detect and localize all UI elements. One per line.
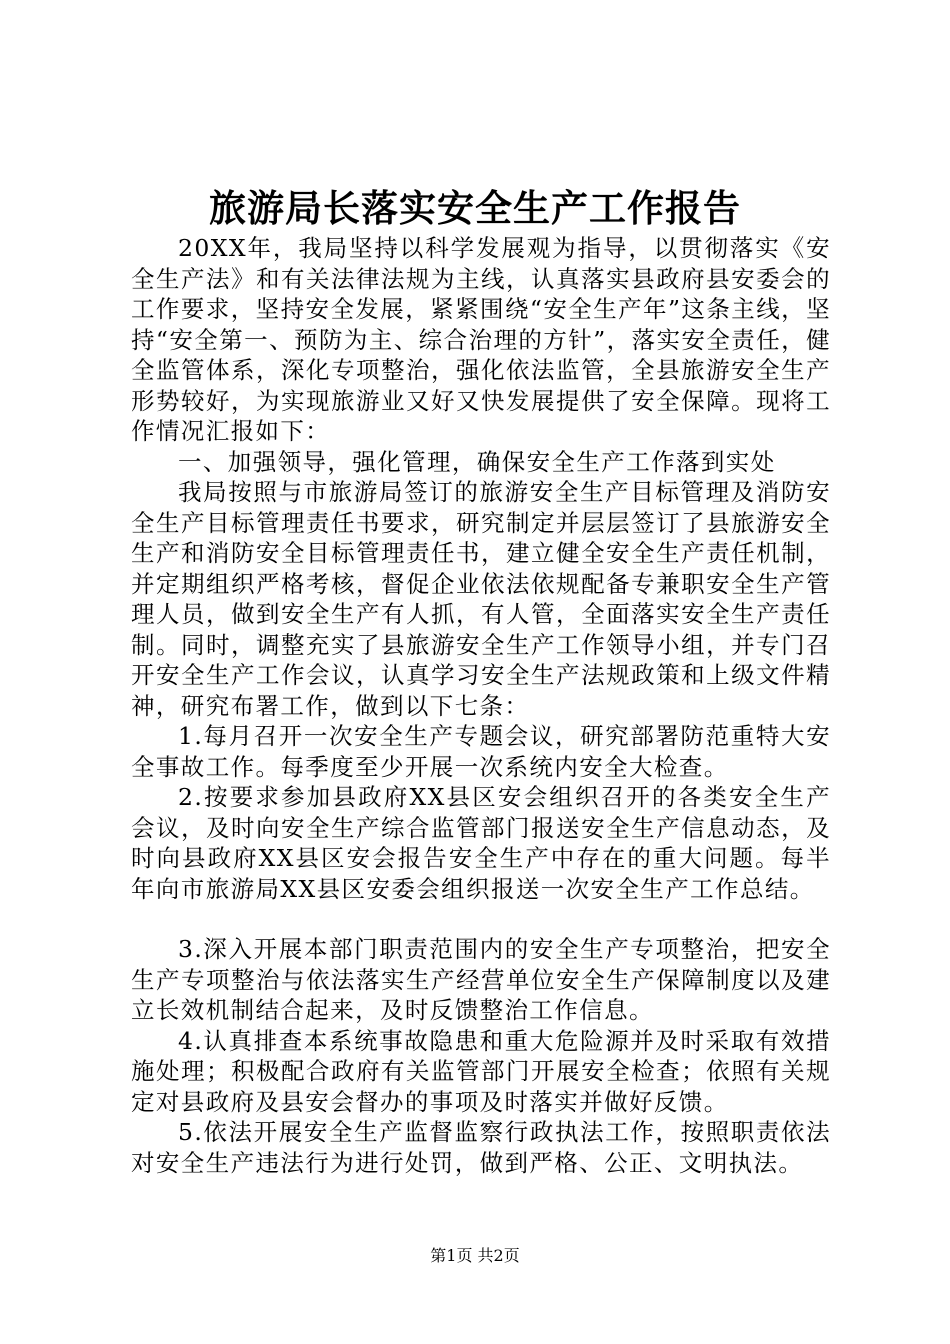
document-title: 旅游局长落实安全生产工作报告 (209, 186, 741, 230)
list-item-3: 3.深入开展本部门职责范围内的安全生产专项整治，把安全生产专项整治与依法落实生产经营单位安全生产保障制度以及建立长效机制结合起来，及时反馈整治工作信息。 (131, 935, 831, 1024)
list-item-4: 4.认真排查本系统事故隐患和重大危险源并及时采取有效措施处理；积极配合政府有关监管部门开展安全检查；依照有关规定对县政府及县安会督办的事项及时落实并做好反馈。 (131, 1026, 831, 1116)
list-item-5: 5.依法开展安全生产监督监察行政执法工作，按照职责依法对安全生产违法行为进行处罚，做到严格、公正、文明执法。 (131, 1118, 831, 1177)
page-number: 第1页 共2页 (430, 1246, 520, 1265)
section-heading: 一、加强领导，强化管理，确保安全生产工作落到实处 (178, 447, 776, 476)
document-body (131, 233, 831, 1178)
list-item-2: 2.按要求参加县政府XX县区安会组织召开的各类安全生产会议，及时向安全生产综合监管部门报送安全生产信息动态，及时向县政府XX县区安会报告安全生产中存在的重大问题。每半年向市旅游局XX县区安委会组织报送一次安全生产工作总结。 (131, 783, 831, 903)
list-item-1: 1.每月召开一次安全生产专题会议，研究部署防范重特大安全事故工作。每季度至少开展一次系统内安全大检查。 (131, 722, 831, 781)
section-paragraph: 我局按照与市旅游局签订的旅游安全生产目标管理及消防安全生产目标管理责任书要求，研究制定并层层签订了县旅游安全生产和消防安全目标管理责任书，建立健全安全生产责任机制，并定期组织严格考核，督促企业依法依规配备专兼职安全生产管理人员，做到安全生产有人抓，有人管，全面落实安全生产责任制。同时，调整充实了县旅游安全生产工作领导小组，并专门召开安全生产工作会议，认真学习安全生产法规政策和上级文件精神，研究布署工作，做到以下七条： (131, 478, 831, 720)
intro-paragraph: 20XX年，我局坚持以科学发展观为指导，以贯彻落实《安全生产法》和有关法律法规为主线，认真落实县政府县安委会的工作要求，坚持安全发展，紧紧围绕“安全生产年”这条主线，坚持“安全第一、预防为主、综合治理的方针”，落实安全责任，健全监管体系，深化专项整治，强化依法监管，全县旅游安全生产形势较好，为实现旅游业又好又快发展提供了安全保障。现将工作情况汇报如下： (131, 234, 831, 445)
